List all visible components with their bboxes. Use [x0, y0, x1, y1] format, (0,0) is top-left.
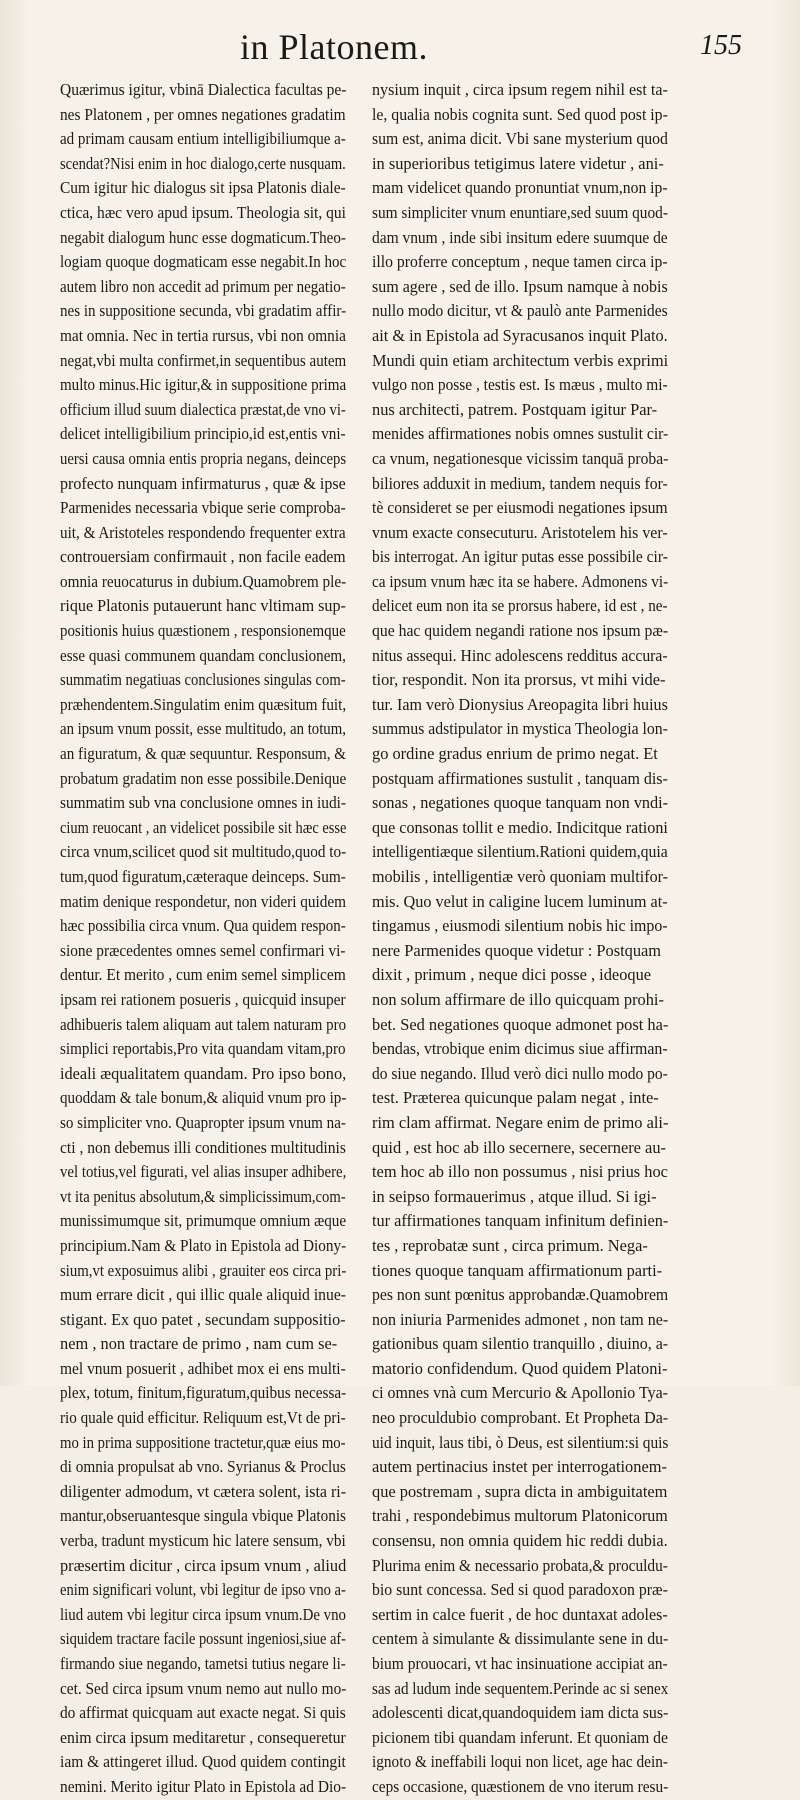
text-line: nem , non tractare de primo , nam cum se- — [60, 1334, 338, 1354]
text-line: diligenter admodum, vt cætera solent, ista ri- — [60, 1481, 347, 1501]
running-title: in Platonem. — [240, 27, 428, 67]
text-line: sum simpliciter vnum enuntiare,sed suum quod- — [372, 202, 668, 222]
text-line: nitus assequi. Hinc adolescens redditus accura- — [372, 645, 668, 665]
text-line: profecto nunquam infirmaturus , quæ & ipse — [60, 473, 346, 493]
text-line: bio sunt concessa. Sed si quod paradoxon præ- — [372, 1580, 668, 1600]
text-line: tior, respondit. Non ita prorsus, vt mihi vide- — [372, 670, 666, 690]
text-line: circa vnum,scilicet quod sit multitudo,quod to- — [60, 842, 347, 862]
text-line: so simpliciter vno. Quapropter ipsum vnum na- — [60, 1112, 346, 1132]
text-line: tem hoc ab illo non possumus , nisi prius hoc — [372, 1162, 668, 1182]
text-line: trahi , respondebimus multorum Platonicorum — [372, 1506, 668, 1526]
text-line: principium.Nam & Plato in Epistola ad Diony- — [60, 1235, 347, 1255]
text-line: enim significari volunt, vbi legitur de ipso vno a- — [60, 1580, 346, 1600]
text-line: bet. Sed negationes quoque admonet post ha- — [372, 1014, 669, 1034]
text-line: positionis huius quæstionem , responsionemque — [60, 621, 346, 641]
text-line: sum agere , sed de illo. Ipsum namque à nobis — [372, 276, 668, 296]
text-line: an figuratum, & quæ sequuntur. Responsum, & — [60, 744, 347, 764]
text-line: tur. Iam verò Dionysius Areopagita libri huius — [372, 694, 668, 714]
text-line: tè consideret se per eiusmodi negationes ipsum — [372, 498, 668, 518]
text-line: di omnia propulsat ab vno. Syrianus & Proclus — [60, 1457, 346, 1477]
text-line: omnia reuocaturus in dubium.Quamobrem ple- — [60, 571, 347, 591]
text-line: rio quale quid efficitur. Reliquum est,Vt de pri- — [60, 1408, 346, 1428]
text-line: negat,vbi multa confirmet,in sequentibus autem — [60, 350, 347, 370]
text-line: logiam quoque dogmaticam esse negabit.In hoc — [60, 252, 347, 272]
text-line: ca vnum, negationesque vicissim tanquā proba- — [372, 448, 669, 468]
text-line: uersi causa omnia entis propria negans, deinceps — [60, 448, 347, 468]
page-number: 155 — [700, 30, 742, 61]
text-line: tur affirmationes tanquam infinitum definien- — [372, 1211, 669, 1231]
text-line: summatim sub vna conclusione omnes in iudi- — [60, 793, 347, 813]
text-line: sonas , negationes quoque tanquam non vndi- — [372, 793, 669, 813]
text-line: nes in suppositione secunda, vbi gradatim affir- — [60, 301, 347, 321]
text-line: mel vnum posuerit , adhibet mox ei ens multi- — [60, 1358, 346, 1378]
text-line: tes , reprobatæ sunt , circa primum. Nega- — [372, 1235, 648, 1255]
text-line: sas ad ludum inde sequentem.Perinde ac si senex — [372, 1678, 669, 1698]
text-line: mum errare dicit , qui illic quale aliquid inue- — [60, 1285, 347, 1305]
text-line: autem libro non accedit ad primum per negatio- — [60, 276, 346, 296]
text-line: non iniuria Parmenides admonet , non tam ne- — [372, 1309, 669, 1329]
text-line: ignoto & ineffabili loqui non licet, age hac dein- — [372, 1752, 668, 1772]
text-line: que postremam , supra dicta in ambiguitatem — [372, 1481, 668, 1501]
text-line: uid inquit, laus tibi, ò Deus, est silentium:si quis — [372, 1432, 669, 1452]
text-line: dam vnum , inde sibi insitum edere suumque de — [372, 227, 668, 247]
left-text-column — [60, 78, 346, 1800]
text-line: tum,quod figuratum,cæteraque deinceps. Sum- — [60, 867, 346, 886]
text-line: Cum igitur hic dialogus sit ipsa Platonis diale- — [60, 178, 346, 198]
text-line: multo minus.Hic igitur,& in suppositione prima — [60, 375, 347, 395]
text-line: ideali æqualitatem quandam. Pro ipso bono, — [60, 1063, 347, 1083]
text-line: sium,vt exposuimus alibi , grauiter eos circa pri- — [60, 1260, 347, 1280]
text-line: præsertim dicitur , circa ipsum vnum , aliud — [60, 1555, 347, 1575]
text-line: le, qualia nobis cognita sunt. Sed quod post ip- — [372, 104, 668, 124]
text-line: ci omnes vnà cum Mercurio & Apollonio Tya- — [372, 1383, 668, 1403]
page-header — [0, 22, 800, 72]
text-line: mam videlicet quando pronuntiat vnum,non ip- — [372, 178, 668, 198]
text-line: adhibueris talem aliquam aut talem naturam pro — [60, 1014, 347, 1034]
text-line: nysium inquit , circa ipsum regem nihil est ta- — [372, 80, 668, 99]
text-line: Plurima enim & necessario probata,& proculdu- — [372, 1555, 668, 1575]
text-line: controuersiam confirmauit , non facile eadem — [60, 547, 346, 567]
text-line: bium prouocari, vt hac insinuatione accipiat an- — [372, 1654, 668, 1673]
text-line: negabit dialogum hunc esse dogmaticum.Theo- — [60, 227, 346, 247]
text-line: quid , est hoc ab illo secernere, secernere au- — [372, 1137, 666, 1157]
text-line: mantur,obseruantesque singula vbique Platonis — [60, 1506, 346, 1526]
text-line: officium illud suum dialectica præstat,de vno vi- — [60, 399, 346, 419]
text-line: ad primam causam entium intelligibiliumque a- — [60, 129, 346, 149]
text-line: siquidem tractare facile possunt ingeniosi,siue af- — [60, 1629, 346, 1649]
text-line: ctica, hæc vero apud ipsum. Theologia sit, qui — [60, 202, 346, 222]
text-line: cti , non debemus illi conditiones multitudinis — [60, 1137, 346, 1157]
right-text-column — [372, 78, 668, 1800]
text-line: dentur. Et merito , cum enim semel simplicem — [60, 965, 346, 985]
text-line: hæc possibilia circa vnum. Qua quidem respon- — [60, 916, 346, 936]
text-line: liud autem vbi legitur circa ipsum vnum.De vno — [60, 1604, 346, 1624]
text-line: vt ita penitus absolutum,& simplicissimum,com- — [60, 1186, 346, 1206]
text-line: simplici reportabis,Pro vita quandam vitam,pro — [60, 1039, 346, 1059]
text-line: uit, & Aristoteles respondendo frequenter extra — [60, 522, 346, 542]
text-line: ca ipsum vnum hæc ita se habere. Admonens vi- — [372, 571, 669, 591]
text-line: test. Præterea quicunque palam negat , inte- — [372, 1088, 659, 1108]
text-line: delicet eum non ita se prorsus habere, id est , ne- — [372, 596, 668, 616]
text-line: pes non sunt pœnitus approbandæ.Quamobrem — [372, 1285, 669, 1305]
text-line: Mundi quin etiam architectum verbis exprimi — [372, 350, 669, 370]
text-line: vel totius,vel figurati, vel alias insuper adhibere, — [60, 1162, 347, 1182]
text-line: mobilis , intelligentiæ verò quoniam multifor- — [372, 867, 669, 886]
text-line: sione præcedentes omnes semel confirmari vi- — [60, 940, 346, 960]
text-line: munissimumque sit, primumque omnium æque — [60, 1211, 347, 1231]
text-line: ipsam rei rationem posueris , quicquid insuper — [60, 989, 346, 1009]
text-line: centem à simulante & dissimulante sene in du- — [372, 1629, 669, 1649]
text-line: postquam affirmationes sustulit , tanquam dis- — [372, 768, 668, 788]
text-line: nullo modo dicitur, vt & paulò ante Parmenides — [372, 301, 668, 321]
text-line: sertim in calce fuerit , de hoc duntaxat adoles- — [372, 1604, 668, 1624]
text-line: adolescenti dicat,quandoquidem iam dicta sus- — [372, 1703, 669, 1723]
text-line: intelligentiæque silentium.Rationi quidem,quia — [372, 842, 668, 862]
text-line: scendat?Nisi enim in hoc dialogo,certe nusquam. — [60, 153, 346, 173]
text-line: Quærimus igitur, vbinā Dialectica facultas pe- — [60, 80, 347, 99]
text-line: biliores adduxit in medium, tandem nequis for- — [372, 473, 668, 493]
text-line: cet. Sed circa ipsum vnum nemo aut nullo mo- — [60, 1678, 347, 1698]
text-line: que hac quidem negandi ratione nos ipsum pæ- — [372, 621, 669, 641]
text-line: vnum exacte consecuturu. Aristotelem his ver- — [372, 522, 668, 542]
text-line: consensu, non omnia quidem hic reddi dubia. — [372, 1531, 668, 1551]
text-line: vulgo non posse , testis est. Is mæus , multo mi- — [372, 375, 668, 395]
text-line: an ipsum vnum possit, esse multitudo, an totum, — [60, 719, 346, 739]
text-line: delicet intelligibilium principio,id est,entis vni- — [60, 424, 346, 444]
text-line: bendas, vtrobique enim dicimus siue affirman- — [372, 1039, 668, 1059]
text-line: mo in prima suppositione tractetur,quæ eius mo- — [60, 1432, 346, 1452]
text-line: summatim negatiuas conclusiones singulas com- — [60, 670, 346, 690]
text-line: neo proculdubio comprobant. Et Propheta Da- — [372, 1408, 669, 1428]
text-line: firmando siue negando, tametsi tutius negare li- — [60, 1654, 346, 1673]
text-line: go ordine gradus enrium de primo negat. Et — [372, 744, 658, 764]
text-line: quoddam & tale bonum,& aliquid vnum pro ip- — [60, 1088, 347, 1108]
text-line: illo proferre conceptum , neque tamen circa ip- — [372, 252, 668, 272]
text-line: bis interrogat. An igitur putas esse possibile cir- — [372, 547, 668, 567]
text-line: picionem tibi quandam inferunt. Et quoniam de — [372, 1727, 668, 1747]
text-line: gationibus quam silentio tranquillo , diuino, a- — [372, 1334, 669, 1354]
text-line: do siue negando. Illud verò dici nullo modo po- — [372, 1063, 668, 1083]
text-line: cium reuocant , an videlicet possibile sit hæc esse — [60, 817, 347, 837]
text-line: præhendentem.Singulatim enim quæsitum fuit, — [60, 694, 347, 714]
text-line: probatum gradatim non esse possibile.Denique — [60, 768, 347, 788]
text-line: do affirmat quicquam aut exacte negat. Si quis — [60, 1703, 346, 1723]
text-line: ait & in Epistola ad Syracusanos inquit Plato. — [372, 325, 668, 345]
text-line: in seipso formauerimus , atque illud. Si igi- — [372, 1186, 657, 1206]
text-line: esse quasi communem quandam conclusionem, — [60, 645, 346, 665]
text-line: non solum affirmare de illo quicquam prohi- — [372, 989, 664, 1009]
text-line: nemini. Merito igitur Plato in Epistola ad Dio- — [60, 1776, 347, 1796]
text-line: dixit , primum , neque dici posse , ideoque — [372, 965, 652, 985]
text-line: nus architecti, patrem. Postquam igitur Par- — [372, 399, 658, 419]
text-line: in superioribus tetigimus latere videtur , ani- — [372, 153, 664, 173]
text-line: nes Platonem , per omnes negationes gradatim — [60, 104, 346, 124]
text-line: ceps occasione, quæstionem de vno iterum resu- — [372, 1776, 669, 1796]
text-line: sum est, anima dicit. Vbi sane mysterium quod — [372, 129, 668, 149]
text-line: tingamus , eiusmodi silentium nobis hic impo- — [372, 916, 668, 936]
text-line: menides affirmationes nobis omnes sustulit cir- — [372, 424, 669, 444]
text-line: verba, tradunt mysticum hic latere sensum, vbi — [60, 1531, 346, 1551]
text-line: nere Parmenides quoque videtur : Postquam — [372, 940, 662, 960]
text-line: que consonas tollit e medio. Indicitque rationi — [372, 817, 668, 837]
text-line: mis. Quo velut in caligine lucem luminum at- — [372, 891, 668, 911]
text-line: rim clam affirmat. Negare enim de primo ali- — [372, 1112, 669, 1132]
text-line: matim denique respondetur, non videri quidem — [60, 891, 347, 911]
text-line: matorio confidendum. Quod quidem Platoni- — [372, 1358, 668, 1378]
text-line: summus adstipulator in mystica Theologia lon- — [372, 719, 668, 739]
text-line: rique Platonis putauerunt hanc vltimam sup- — [60, 596, 346, 616]
text-line: enim circa ipsum meditaretur , consequeretur — [60, 1727, 346, 1747]
text-line: mat omnia. Nec in tertia rursus, vbi non omnia — [60, 325, 346, 345]
text-line: iam & attingeret illud. Quod quidem contingit — [60, 1752, 346, 1772]
text-line: stigant. Ex quo patet , secundam suppositio- — [60, 1309, 346, 1329]
text-line: plex, totum, finitum,figuratum,quibus necessa- — [60, 1383, 347, 1403]
text-line: Parmenides necessaria vbique serie comproba- — [60, 498, 346, 518]
text-line: tiones quoque tanquam affirmationum parti- — [372, 1260, 663, 1280]
text-line: autem pertinacius instet per interrogationem- — [372, 1457, 667, 1477]
